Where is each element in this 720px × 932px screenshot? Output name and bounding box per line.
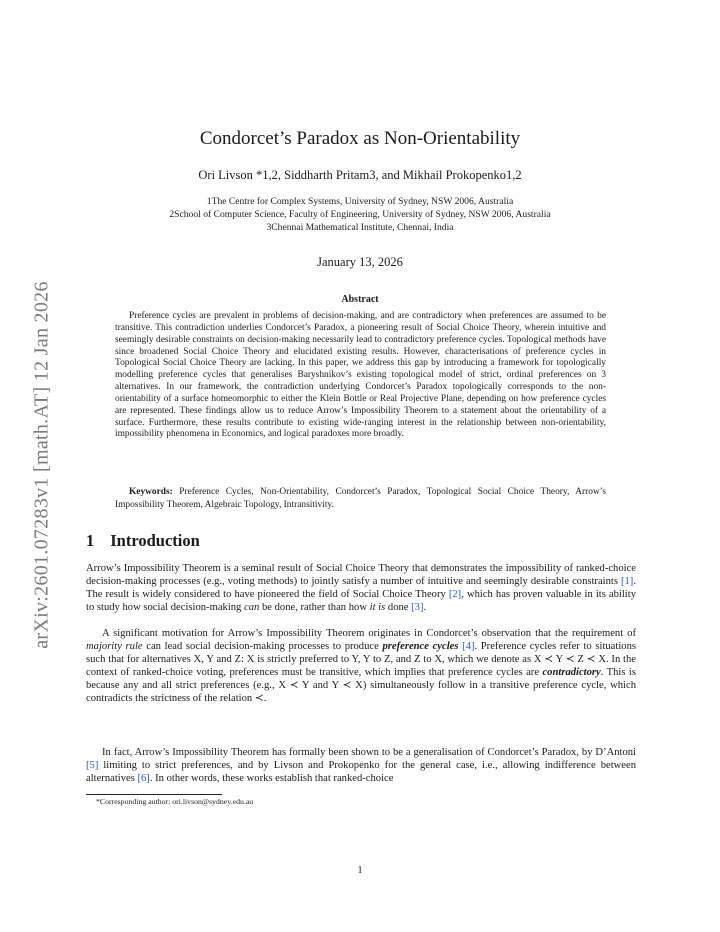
key-term: contradictory bbox=[542, 667, 601, 679]
intro-paragraph-1 bbox=[86, 562, 636, 614]
intro-paragraph-2 bbox=[86, 627, 636, 706]
text-run: . Preference cycles refer to situations such that for alternatives X, Y and Z: X is strictly preferred to Y, Y to Z, and Z to X, which we denote as X ≺ Y ≺ Z ≺ X. In the context of ranked-choice voting, preferences must be transitive, which implies that preference cycles are bbox=[86, 641, 636, 679]
text-run: In fact, Arrow’s Impossibility Theorem has formally been shown to be a generalisation of Condorcet’s Paradox, by D’Antoni bbox=[102, 747, 636, 758]
text-run: Arrow’s Impossibility Theorem is a seminal result of Social Choice Theory that demonstrates the impossibility of ranked-choice decision-making processes (e.g., voting methods) to jointly satisfy a number of intuitive and seemingly desirable constraints bbox=[86, 563, 636, 588]
section-number: 1 bbox=[86, 531, 95, 550]
text-run: can lead social decision-making processes to produce bbox=[142, 641, 383, 653]
footnote: *Corresponding author: ori.livson@sydney.edu.au bbox=[96, 797, 254, 806]
text-run: . This is because any and all strict preferences (e.g., X ≺ Y and Y ≺ X) simultaneously follow in a transitive preference cycle, which contradicts the strictness of the relation ≺. bbox=[86, 667, 636, 705]
affiliations bbox=[0, 195, 720, 234]
text-run: . bbox=[423, 602, 427, 614]
citation-link[interactable]: [4] bbox=[462, 641, 475, 653]
text-run: A significant motivation for Arrow’s Impossibility Theorem originates in Condorcet’s observation that the requirement of bbox=[102, 628, 636, 639]
affiliation-3: 3Chennai Mathematical Institute, Chennai, India bbox=[266, 222, 454, 233]
page-number: 1 bbox=[357, 865, 363, 876]
citation-link[interactable]: [2] bbox=[448, 589, 462, 601]
key-term: preference cycles bbox=[382, 641, 459, 653]
emphasis: it is bbox=[369, 602, 386, 614]
keywords bbox=[115, 486, 606, 511]
abstract-heading: Abstract bbox=[341, 294, 379, 305]
keywords-label: Keywords: bbox=[129, 487, 173, 497]
citation-link[interactable]: [6] bbox=[137, 773, 150, 785]
keywords-text: Preference Cycles, Non-Orientability, Condorcet’s Paradox, Topological Social Choice Theory, Arrow’s Impossibility Theorem, Algebraic Topology, Intransitivity. bbox=[115, 487, 607, 510]
text-run: . In other words, these works establish that ranked-choice bbox=[149, 773, 394, 785]
citation-link[interactable]: [3] bbox=[411, 602, 424, 614]
emphasis: can bbox=[244, 602, 260, 614]
citation-link[interactable]: [5] bbox=[86, 760, 99, 772]
text-run: limiting to strict preferences, and by Livson and Prokopenko for the general case, i.e., allowing indifference between alternatives bbox=[86, 760, 636, 785]
intro-paragraph-3 bbox=[86, 746, 636, 785]
footnote-rule bbox=[86, 794, 222, 795]
affiliation-1: 1The Centre for Complex Systems, University of Sydney, NSW 2006, Australia bbox=[206, 196, 514, 207]
citation-link[interactable]: [1] bbox=[620, 576, 634, 588]
arxiv-identifier: arXiv:2601.07283v1 [math.AT] 12 Jan 2026 bbox=[30, 281, 53, 649]
text-run: done bbox=[385, 602, 412, 614]
paper-date: January 13, 2026 bbox=[317, 255, 403, 269]
text-run: . The result is widely considered to have pioneered the field of Social Choice Theory bbox=[86, 576, 636, 601]
section-heading bbox=[86, 531, 200, 551]
text-run: be done, rather than how bbox=[259, 602, 370, 614]
section-title: Introduction bbox=[110, 531, 200, 550]
affiliation-2: 2School of Computer Science, Faculty of Engineering, University of Sydney, NSW 2006, Australia bbox=[169, 209, 551, 220]
text-run: , which has proven valuable in its ability to study how social decision-making bbox=[86, 589, 636, 614]
paper-title: Condorcet’s Paradox as Non-Orientability bbox=[199, 128, 521, 149]
emphasis: majority rule bbox=[86, 641, 143, 653]
author-list: Ori Livson *1,2, Siddharth Pritam3, and Mikhail Prokopenko1,2 bbox=[198, 168, 522, 182]
abstract-text: Preference cycles are prevalent in problems of decision-making, and are contradictory when preferences are assumed to be transitive. This contradiction underlies Condorcet’s Paradox, a pioneering result of Social Choice Theory, wherein intuitive and seemingly desirable constraints on decision-making necessarily lead to contradictory preference cycles. Topological methods have since broadened Social Choice Theory and elucidated existing results. However, characterisations of preference cycles in Topological Social Choice Theory are lacking. In this paper, we address this gap by introducing a framework for topologically modelling preference cycles that generalises Baryshnikov’s existing topological model of strict, ordinal preferences on 3 alternatives. In our framework, the contradiction underlying Condorcet’s Paradox topologically corresponds to the non-orientability of a surface homeomorphic to either the Klein Bottle or Real Projective Plane, depending on how preference cycles are represented. These findings allow us to reduce Arrow’s Impossibility Theorem to a statement about the orientability of a surface. Furthermore, these results contribute to existing wide-ranging interest in the relationship between non-orientability, impossibility phenomena in Economics, and logical paradoxes more broadly. bbox=[115, 311, 606, 440]
